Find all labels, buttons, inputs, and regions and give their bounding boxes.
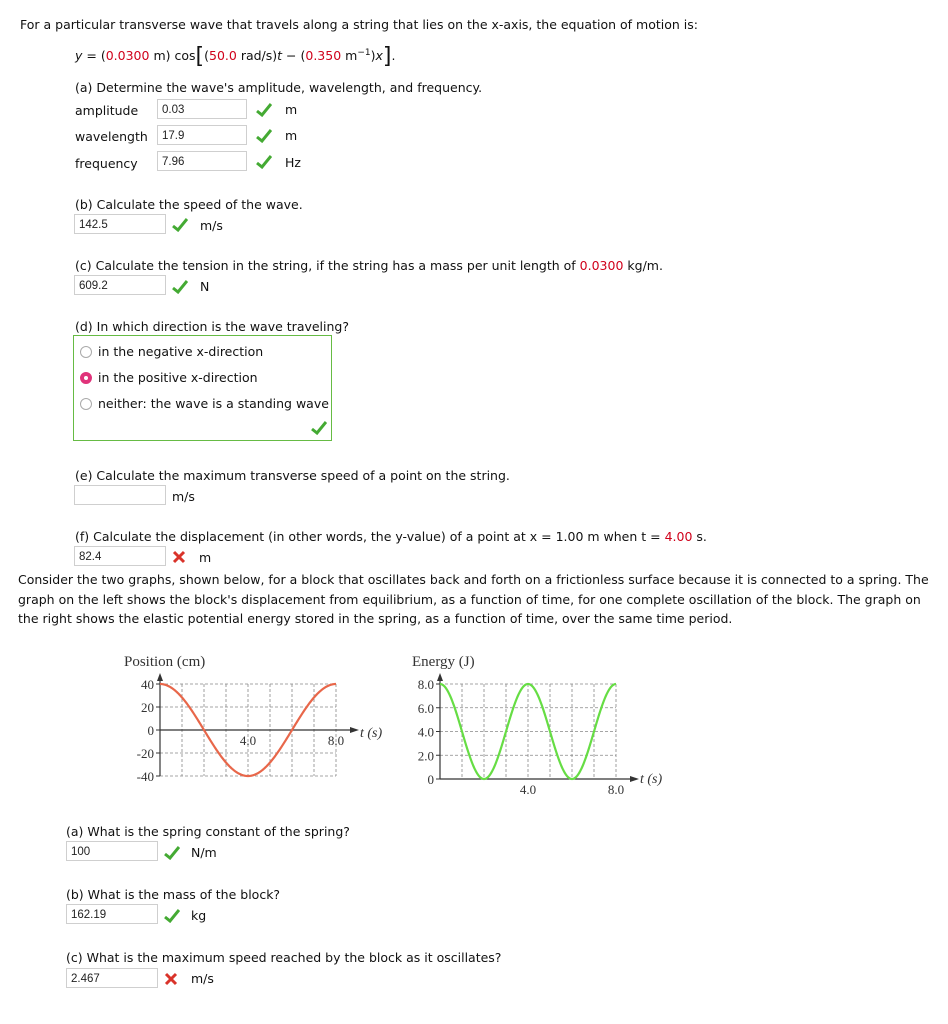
question-1c [75, 258, 663, 273]
question-1c-unit: kg/m. [623, 258, 663, 273]
check-icon [256, 129, 272, 143]
displacement-input[interactable]: 82.4 [74, 546, 166, 566]
problem2-intro-line1: Consider the two graphs, shown below, for a block that oscillates back and forth on a frictionless surface because it is connected to a spring. The [18, 572, 929, 587]
amplitude-input[interactable]: 0.03 [157, 99, 247, 119]
spring-constant-unit: N/m [191, 845, 217, 860]
question-2b: (b) What is the mass of the block? [66, 887, 281, 902]
time-value: 4.00 [664, 529, 693, 544]
amplitude-label: amplitude [75, 103, 139, 118]
y-tick-label: 40 [141, 677, 154, 692]
eq-amplitude: 0.0300 [105, 48, 150, 63]
max-speed-unit: m/s [191, 971, 214, 986]
eq-k: 0.350 [305, 48, 342, 63]
max-transverse-speed-unit: m/s [172, 489, 195, 504]
check-icon [172, 280, 188, 294]
wave-speed-unit: m/s [200, 218, 223, 233]
y-axis-arrow [437, 673, 443, 681]
radio-standing-wave[interactable] [80, 398, 92, 410]
radio-negative-x[interactable] [80, 346, 92, 358]
y-tick-label: -40 [136, 769, 154, 784]
y-tick-label: 4.0 [417, 724, 434, 740]
question-1e: (e) Calculate the maximum transverse speed of a point on the string. [75, 468, 510, 483]
question-1f [75, 529, 707, 544]
cross-icon [172, 550, 186, 564]
block-mass-input[interactable]: 162.19 [66, 904, 158, 924]
option-positive-x[interactable]: in the positive x-direction [98, 370, 258, 385]
max-speed-input[interactable]: 2.467 [66, 968, 158, 988]
check-icon [256, 103, 272, 117]
y-tick-label: 20 [141, 700, 154, 715]
tension-input[interactable]: 609.2 [74, 275, 166, 295]
mass-per-length: 0.0300 [579, 258, 624, 273]
check-icon [256, 155, 272, 169]
y-tick-label: 8.0 [417, 677, 434, 692]
x-axis-label: t (s) [360, 726, 383, 741]
check-icon [164, 909, 180, 923]
question-1f-text: (f) Calculate the displacement (in other words, the y-value) of a point at x = 1.00 m when t = [75, 529, 665, 544]
displacement-unit: m [199, 550, 212, 565]
chart-title: Energy (J) [412, 654, 475, 670]
option-standing-wave[interactable]: neither: the wave is a standing wave [98, 396, 329, 411]
problem2-intro-line3: the right shows the elastic potential energy stored in the spring, as a function of time, over the same time period. [18, 611, 733, 626]
chart-title: Position (cm) [124, 654, 206, 670]
problem2-intro-line2: graph on the left shows the block's displacement from equilibrium, as a function of time, for one complete oscillation of the block. The graph on [18, 592, 921, 607]
wavelength-unit: m [285, 128, 298, 143]
x-tick-label: 8.0 [327, 733, 345, 748]
x-axis-arrow [630, 776, 639, 782]
question-1a: (a) Determine the wave's amplitude, wavelength, and frequency. [75, 80, 483, 95]
cross-icon [164, 972, 178, 986]
y-tick-label: 0 [147, 723, 154, 738]
energy-chart [400, 645, 700, 805]
question-1d: (d) In which direction is the wave traveling? [75, 319, 349, 334]
eq-omega: 50.0 [209, 48, 237, 63]
problem1-intro: For a particular transverse wave that travels along a string that lies on the x-axis, the equation of motion is: [20, 17, 698, 32]
question-1c-text: (c) Calculate the tension in the string, if the string has a mass per unit length of [75, 258, 580, 273]
x-axis-arrow [350, 727, 359, 733]
eq-exp: −1 [357, 47, 371, 58]
y-tick-label: -20 [136, 746, 154, 761]
max-transverse-speed-input[interactable] [74, 485, 166, 505]
y-tick-label: 0 [427, 772, 434, 787]
position-chart [110, 645, 390, 805]
question-1f-unit: s. [692, 529, 707, 544]
block-mass-unit: kg [191, 908, 207, 923]
frequency-unit: Hz [285, 155, 301, 170]
option-negative-x[interactable]: in the negative x-direction [98, 344, 264, 359]
check-icon [311, 421, 327, 435]
x-tick-label: 8.0 [607, 782, 625, 797]
question-2a: (a) What is the spring constant of the spring? [66, 824, 350, 839]
wavelength-label: wavelength [75, 129, 148, 144]
x-tick-label: 4.0 [519, 782, 537, 797]
question-2c: (c) What is the maximum speed reached by the block as it oscillates? [66, 950, 502, 965]
wave-equation: y = (0.0300 m) cos[(50.0 rad/s)t − (0.350 $m^{-1})x$]. [75, 44, 396, 69]
spring-constant-input[interactable]: 100 [66, 841, 158, 861]
tension-unit: N [200, 279, 210, 294]
question-1b: (b) Calculate the speed of the wave. [75, 197, 303, 212]
check-icon [172, 218, 188, 232]
wave-speed-input[interactable]: 142.5 [74, 214, 166, 234]
y-tick-label: 6.0 [417, 700, 434, 716]
radio-positive-x[interactable] [80, 372, 92, 384]
wavelength-input[interactable]: 17.9 [157, 125, 247, 145]
check-icon [164, 846, 180, 860]
y-tick-label: 2.0 [417, 748, 434, 764]
x-axis-label: t (s) [640, 772, 663, 787]
frequency-label: frequency [75, 156, 138, 171]
x-tick-label: 4.0 [239, 733, 257, 748]
frequency-input[interactable]: 7.96 [157, 151, 247, 171]
amplitude-unit: m [285, 102, 298, 117]
y-axis-arrow [157, 673, 163, 681]
